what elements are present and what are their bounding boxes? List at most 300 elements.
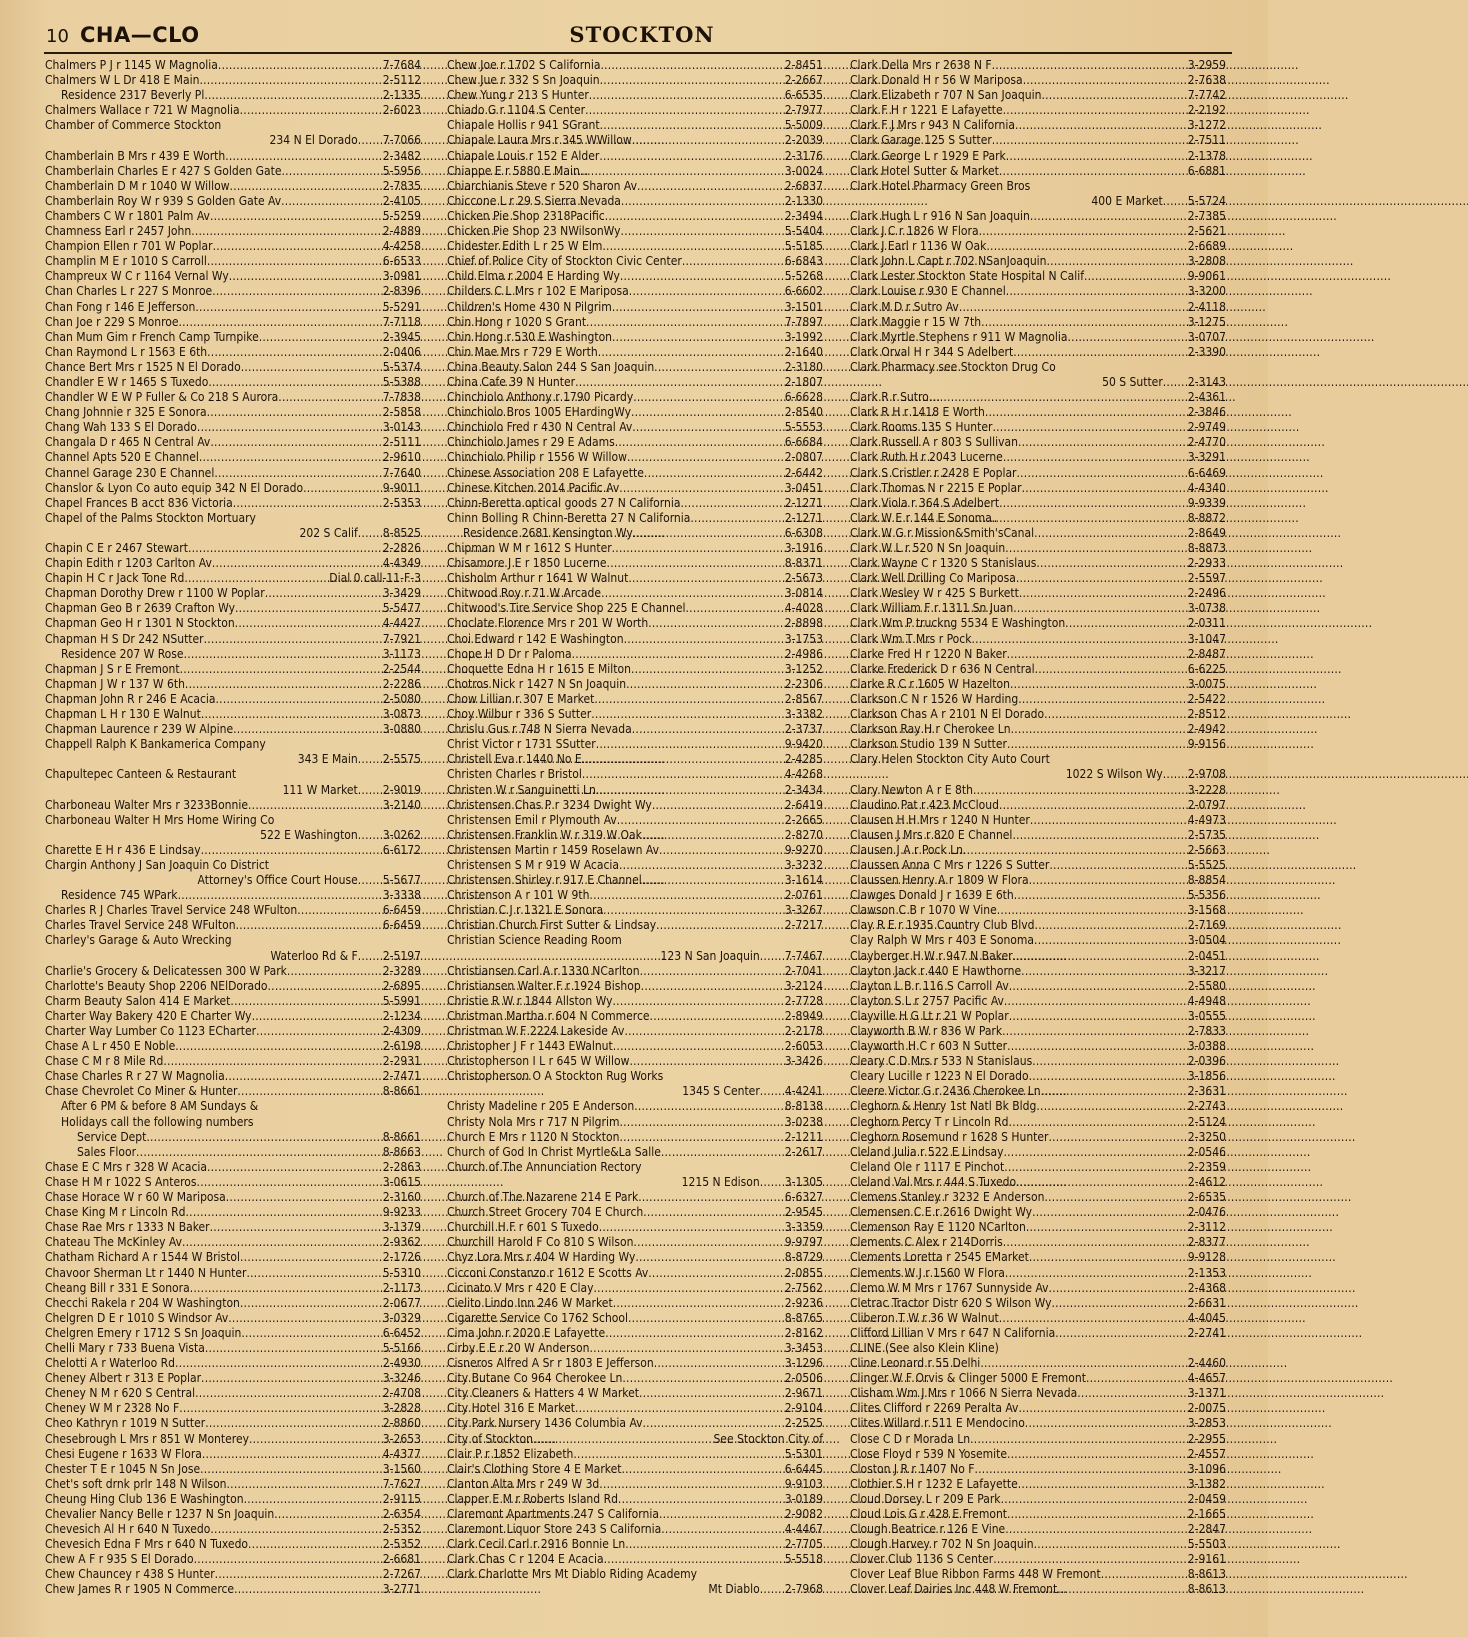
listing-phone: 2-5352: [382, 1537, 421, 1552]
listing-name: Christenson A r 101 W 9th: [447, 888, 590, 903]
listing-phone: 5-5991: [382, 993, 421, 1008]
listing-row: [45, 1281, 421, 1296]
listing-phone: 3-1272: [1187, 118, 1226, 133]
listing-name: Chiapale Louis r 152 E Alder: [447, 148, 600, 163]
listing-name: City Park Nursery 1436 Columbia Av: [447, 1416, 643, 1431]
listing-row: [447, 1235, 823, 1250]
listing-row: [850, 224, 1226, 239]
listing-phone: 3-2808: [1187, 254, 1226, 269]
listing-name: Clements W J r 1560 W Flora: [850, 1265, 1005, 1280]
listing-phone: 9-9420: [784, 737, 823, 752]
listing-phone: 2-1173: [382, 1280, 421, 1295]
listing-phone: 3-3291: [1187, 450, 1226, 465]
listing-name: Christman Martha r 604 N Commerce: [447, 1008, 650, 1023]
listing-phone: 2-3176: [784, 148, 823, 163]
listing-name: Chandler W E W P Fuller & Co 218 S Aurora: [45, 390, 279, 405]
listing-phone: 2-8649: [1187, 525, 1226, 540]
listing-row: [45, 239, 421, 254]
listing-row: [447, 616, 823, 631]
listing-phone: 2-8567: [784, 691, 823, 706]
listing-name: Clemens Stanley r 3232 E Anderson: [850, 1190, 1045, 1205]
listing-row: [850, 783, 1226, 798]
listing-phone: 2-4889: [382, 224, 421, 239]
listing-name: Clark Russell A r 803 S Sullivan: [850, 435, 1018, 450]
listing-row: [45, 1341, 421, 1356]
listing-name: Charlotte's Beauty Shop 2206 NElDorado: [45, 978, 268, 993]
listing-name: Clemenson Ray E 1120 NCarlton: [850, 1220, 1026, 1235]
page-header: [46, 22, 1238, 52]
listing-phone: 2-5580: [1187, 978, 1226, 993]
listing-row: [850, 903, 1226, 918]
listing-phone: 2-8487: [1187, 646, 1226, 661]
listing-phone: 3-3267: [784, 903, 823, 918]
listing-phone: 2-3289: [382, 963, 421, 978]
listing-phone: 2-2039: [784, 133, 823, 148]
listing-name: Clapper E M r Roberts Island Rd: [447, 1491, 618, 1506]
listing-row: [447, 179, 823, 194]
listing-phone: 3-0738: [1187, 601, 1226, 616]
listing-phone: 2-0311: [1187, 616, 1226, 631]
listing-name: Chope H D Dr r Paloma: [447, 646, 572, 661]
listing-row: [447, 1084, 823, 1099]
listing-phone: 5-5525: [1187, 857, 1226, 872]
listing-row: [850, 511, 1226, 526]
listing-name: Chalmers Wallace r 721 W Magnolia: [45, 103, 240, 118]
listing-phone: 2-7267: [382, 1567, 421, 1582]
listing-name: Clark Donald H r 56 W Mariposa: [850, 73, 1023, 88]
listing-name: Residence 207 W Rose: [61, 646, 184, 661]
listing-row: [850, 813, 1226, 828]
listing-row: [850, 1084, 1226, 1099]
listing-name: Cisneros Alfred A Sr r 1803 E Jefferson: [447, 1356, 654, 1371]
listing-row: [45, 994, 421, 1009]
listing-row: [45, 918, 421, 933]
listing-phone: Dial 0 call-11-F-3: [329, 571, 421, 586]
listing-row: [850, 1205, 1226, 1220]
listing-name: Choy Wilbur r 336 S Sutter: [447, 707, 592, 722]
listing-row: [447, 481, 823, 496]
listing-row: [45, 828, 421, 843]
listing-row: [447, 345, 823, 360]
listing-row: [850, 179, 1226, 194]
listing-name: Close Floyd r 539 N Yosemite: [850, 1446, 1007, 1461]
listing-name: Chapman Laurence r 239 W Alpine: [45, 722, 234, 737]
listing-name: Chinchiolo Bros 1005 EHardingWy: [447, 405, 631, 420]
listing-row: [45, 813, 421, 828]
listing-phone: 2-2847: [1187, 1522, 1226, 1537]
listing-phone: 2-9115: [382, 1491, 421, 1506]
listing-row: [45, 1190, 421, 1205]
listing-row: [850, 1190, 1226, 1205]
listing-phone: 3-2959: [1187, 58, 1226, 72]
listing-row: [850, 949, 1226, 964]
listing-name: Christensen Chas P r 3234 Dwight Wy: [447, 797, 652, 812]
listing-phone: 2-7638: [1187, 73, 1226, 88]
listing-phone: 5-5166: [382, 1340, 421, 1355]
listing-phone: 7-7897: [784, 314, 823, 329]
listing-row: [45, 1492, 421, 1507]
listing-row: [447, 1537, 823, 1552]
listing-name: Claremont Liquor Store 243 S California: [447, 1522, 662, 1537]
listing-name: Chapman Dorothy Drew r 1100 W Poplar: [45, 586, 265, 601]
listing-phone: 2-6689: [1187, 239, 1226, 254]
listing-row: [447, 254, 823, 269]
listing-phone: 6-6452: [382, 1325, 421, 1340]
listing-row: [850, 118, 1226, 133]
listing-name: Clark S Cristler r 2428 E Poplar: [850, 465, 1017, 480]
listing-phone: 2-7833: [1187, 1024, 1226, 1038]
listing-row: [45, 798, 421, 813]
listing-phone: 2-7169: [1187, 918, 1226, 933]
listing-row: [850, 1039, 1226, 1054]
listing-phone: 2-0075: [1187, 1401, 1226, 1416]
listing-row: [45, 1477, 421, 1492]
listing-phone: 2-1353: [1187, 1265, 1226, 1280]
listing-row: [447, 1326, 823, 1341]
listing-name: Clark Hotel Sutter & Market: [850, 163, 999, 178]
listing-row: [45, 1069, 421, 1084]
listing-name: Residence 2681 Kensington Wy: [463, 525, 633, 540]
listing-name: Channel Apts 520 E Channel: [45, 450, 199, 465]
listing-phone: 7-7921: [382, 631, 421, 646]
listing-name: Clark Wayne C r 1320 S Stanislaus: [850, 556, 1037, 571]
listing-phone: 5-5724: [1187, 193, 1226, 208]
listing-name: Clark J Earl r 1136 W Oak: [850, 239, 987, 254]
listing-name: Clough Harvey r 702 N Sn Joaquin: [850, 1537, 1034, 1552]
listing-row: [850, 1356, 1226, 1371]
column-3: [850, 58, 1226, 1608]
listing-row: [850, 300, 1226, 315]
listing-row: [850, 737, 1226, 752]
listing-name: Chelotti A r Waterloo Rd: [45, 1356, 176, 1371]
listing-row: [45, 1145, 421, 1160]
listing-row: [45, 1220, 421, 1235]
listing-phone: 5-5291: [382, 299, 421, 314]
listing-phone: 3-0075: [1187, 676, 1226, 691]
listing-name: Chapin C E r 2467 Stewart: [45, 541, 188, 555]
listing-row: [45, 1084, 421, 1099]
listing-name: Clark Lester Stockton State Hospital N Calif: [850, 269, 1084, 284]
listing-phone: 2-1807: [784, 374, 823, 389]
listing-name: Closton J R r 1407 No F: [850, 1461, 975, 1476]
listing-phone: 5-5553: [784, 420, 823, 435]
listing-name: After 6 PM & before 8 AM Sundays &: [61, 1099, 259, 1114]
listing-name: Chase H M r 1022 S Anteros: [45, 1174, 197, 1189]
listing-row: [850, 1115, 1226, 1130]
listing-phone: 3-1173: [382, 646, 421, 661]
listing-name: Clites Willard r 511 E Mendocino: [850, 1416, 1025, 1431]
listing-phone: 2-5080: [382, 691, 421, 706]
listing-phone: 2-4557: [1187, 1446, 1226, 1461]
listing-phone: 7-7118: [382, 314, 421, 329]
listing-phone: 3-2771: [382, 1582, 421, 1597]
listing-phone: 8-8854: [1187, 873, 1226, 888]
listing-name: Clark Pharmacy see Stockton Drug Co: [850, 359, 1056, 374]
listing-phone: 2-1211: [784, 1129, 823, 1144]
listing-phone: 6-6172: [382, 842, 421, 857]
listing-phone: 4-4258: [382, 239, 421, 254]
listing-row: [850, 375, 1226, 390]
listing-name: Christman W F 2224 Lakeside Av: [447, 1024, 625, 1038]
listing-name: Clemo W M Mrs r 1767 Sunnyside Av: [850, 1280, 1049, 1295]
listing-name: Chew Chauncey r 438 S Hunter: [45, 1567, 215, 1582]
listing-name: Chesebrough L Mrs r 851 W Monterey: [45, 1431, 249, 1446]
listing-row: [45, 964, 421, 979]
listing-phone: 2-4368: [1187, 1280, 1226, 1295]
listing-name: Clough Beatrice r 126 E Vine: [850, 1522, 1006, 1537]
listing-row: [447, 1039, 823, 1054]
listing-name: Churchill H F r 601 S Tuxedo: [447, 1220, 599, 1235]
listing-phone: 2-6023: [382, 103, 421, 118]
listing-name: Cletrac Tractor Distr 620 S Wilson Wy: [850, 1295, 1052, 1310]
listing-name: Clark F H r 1221 E Lafayette: [850, 103, 1003, 118]
listing-name: Cleary C D Mrs r 533 N Stanislaus: [850, 1054, 1033, 1069]
listing-phone: 2-2826: [382, 541, 421, 555]
listing-name: Chatham Richard A r 1544 W Bristol: [45, 1250, 241, 1265]
listing-row: [45, 1115, 421, 1130]
listing-row: [45, 632, 421, 647]
listing-phone: 9-9156: [1187, 737, 1226, 752]
listing-phone: 5-5259: [382, 208, 421, 223]
listing-row: [447, 813, 823, 828]
listing-name: Chamberlain D M r 1040 W Willow: [45, 178, 230, 193]
listing-name: Clarke Frederick D r 636 N Central: [850, 661, 1035, 676]
listing-name: Cheney N M r 620 S Central: [45, 1386, 196, 1401]
listing-name: Residence 2317 Beverly Pl: [61, 88, 205, 103]
listing-phone: 2-7041: [784, 963, 823, 978]
listing-row: [447, 435, 823, 450]
listing-name: Clay Ralph W Mrs r 403 E Sonoma: [850, 933, 1035, 948]
listing-row: [447, 1462, 823, 1477]
listing-name: Charley's Garage & Auto Wrecking: [45, 933, 232, 948]
listing-row: [45, 345, 421, 360]
listing-name: Cleere Victor G r 2436 Cherokee Ln: [850, 1084, 1041, 1099]
listing-phone: 2-9671: [784, 1386, 823, 1401]
listing-name: Chance Bert Mrs r 1525 N El Dorado: [45, 359, 241, 374]
listing-row: [447, 1311, 823, 1326]
listing-row: [45, 722, 421, 737]
listing-phone: 6-6445: [784, 1461, 823, 1476]
listing-row: [45, 873, 421, 888]
listing-name: Chapin H C r Jack Tone Rd: [45, 571, 185, 586]
listing-row: [45, 1522, 421, 1537]
listing-phone: 2-7217: [784, 918, 823, 933]
listing-phone: 3-1501: [784, 299, 823, 314]
listing-row: [447, 873, 823, 888]
listing-row: [447, 1266, 823, 1281]
listing-name: Christopherson I L r 645 W Willow: [447, 1054, 630, 1069]
listing-name: Chin Mae Mrs r 729 E Worth: [447, 344, 598, 359]
listing-row: [45, 390, 421, 405]
listing-row: [45, 254, 421, 269]
listing-phone: 6-6602: [784, 284, 823, 299]
listing-name: Christ Victor r 1731 SSutter: [447, 737, 596, 752]
listing-phone: 3-1916: [784, 541, 823, 555]
listing-phone: 2-9019: [382, 782, 421, 797]
listing-name: Claussen Anna C Mrs r 1226 S Sutter: [850, 857, 1050, 872]
listing-phone: 2-2544: [382, 661, 421, 676]
listing-phone: 2-9236: [784, 1295, 823, 1310]
listing-name: Cloud Dorsey L r 209 E Park: [850, 1491, 1001, 1506]
listing-row: [447, 843, 823, 858]
listing-name: City Hotel 316 E Market: [447, 1401, 575, 1416]
listing-phone: 7-7838: [382, 390, 421, 405]
listing-row: [45, 269, 421, 284]
listing-phone: 2-3160: [382, 1190, 421, 1205]
listing-name: Clark R H r 1418 E Worth: [850, 405, 985, 420]
listing-phone: 2-3846: [1187, 405, 1226, 420]
listing-row: [850, 979, 1226, 994]
listing-row: [850, 164, 1226, 179]
listing-phone: 3-1992: [784, 329, 823, 344]
listing-phone: 2-1665: [1187, 1507, 1226, 1521]
listing-name: Christy Madeline r 205 E Anderson: [447, 1099, 635, 1114]
listing-row: [850, 209, 1226, 224]
listing-row: [850, 677, 1226, 692]
listing-phone: 6-6533: [382, 254, 421, 269]
listing-name: Clark John L Capt r 702 NSanJoaquin: [850, 254, 1047, 269]
listing-phone: 2-6419: [784, 797, 823, 812]
listing-name: Chew Yung r 213 S Hunter: [447, 88, 589, 103]
listing-name: Christensen Martin r 1459 Roselawn Av: [447, 842, 659, 857]
listing-row: [45, 496, 421, 511]
listing-phone: 2-2496: [1187, 586, 1226, 601]
listing-phone: 2-4930: [382, 1356, 421, 1371]
listing-row: [447, 1492, 823, 1507]
listing-row: [850, 888, 1226, 903]
listing-row: [45, 1250, 421, 1265]
listing-name: Chiappe E r 5880 E Main: [447, 163, 580, 178]
listing-name: Cicconi Constanzo r 1612 E Scotts Av: [447, 1265, 649, 1280]
listing-phone: 5-5956: [382, 163, 421, 178]
listing-name: Cleary Lucille r 1223 N El Dorado: [850, 1069, 1029, 1084]
listing-row: [850, 1432, 1226, 1447]
listing-row: [45, 435, 421, 450]
listing-row: [45, 466, 421, 481]
listing-phone: 2-9362: [382, 1235, 421, 1250]
listing-name: Charles Travel Service 248 WFulton: [45, 918, 236, 933]
listing-name: Cicinato V Mrs r 420 E Clay: [447, 1280, 594, 1295]
listing-phone: 3-1371: [1187, 1386, 1226, 1401]
listing-row: [447, 1416, 823, 1431]
listing-phone: 5-5388: [382, 374, 421, 389]
listing-phone: 2-5735: [1187, 827, 1226, 842]
listing-phone: 2-5663: [1187, 842, 1226, 857]
listing-phone: 2-1330: [784, 193, 823, 208]
listing-name: Chet's soft drnk prlr 148 N Wilson: [45, 1476, 227, 1491]
listing-name: 1345 S Center: [682, 1084, 760, 1099]
listing-row: [447, 1130, 823, 1145]
listing-phone: 4-4948: [1187, 993, 1226, 1008]
listing-row: [850, 88, 1226, 103]
listing-phone: 7-7742: [1187, 88, 1226, 103]
listing-phone: 2-6895: [382, 978, 421, 993]
listing-row: [447, 118, 823, 133]
listing-row: [45, 1311, 421, 1326]
listing-phone: 8-8729: [784, 1250, 823, 1265]
listing-phone: 2-9161: [1187, 1552, 1226, 1567]
listing-name: Chapel Frances B acct 836 Victoria: [45, 495, 233, 510]
listing-name: Chinchiolo James r 29 E Adams: [447, 435, 615, 450]
listing-name: Chase A L r 450 E Noble: [45, 1039, 176, 1054]
listing-name: Chamber of Commerce Stockton: [45, 118, 222, 133]
listing-row: [850, 964, 1226, 979]
listing-name: Choclate Florence Mrs r 201 W Worth: [447, 616, 649, 631]
listing-name: Chiado G r 1104 S Center: [447, 103, 586, 118]
listing-row: [850, 435, 1226, 450]
listing-name: Clawson C B r 1070 W Vine: [850, 903, 997, 918]
listing-phone: 9-9128: [1187, 1250, 1226, 1265]
listing-name: Clark Maggie r 15 W 7th: [850, 314, 982, 329]
listing-row: [850, 632, 1226, 647]
page-number: 10: [46, 26, 69, 47]
listing-name: Charter Way Bakery 420 E Charter Wy: [45, 1008, 252, 1023]
listing-row: [45, 194, 421, 209]
listing-row: [850, 722, 1226, 737]
listing-phone: 2-9104: [784, 1401, 823, 1416]
listing-phone: 9-9103: [784, 1476, 823, 1491]
listing-name: China Cafe 39 N Hunter: [447, 374, 576, 389]
listing-phone: 2-5422: [1187, 691, 1226, 706]
listing-name: Chang Wah 133 S El Dorado: [45, 420, 197, 435]
listing-phone: 8-8613: [1187, 1582, 1226, 1597]
listing-row: [447, 949, 823, 964]
listing-row: [447, 1220, 823, 1235]
listing-phone: 9-9797: [784, 1235, 823, 1250]
listing-phone: 6-6225: [1187, 661, 1226, 676]
listing-row: [850, 1296, 1226, 1311]
listing-name: Clarkson Chas A r 2101 N El Dorado: [850, 707, 1045, 722]
listing-name: Chinese Kitchen 2014 Pacific Av: [447, 480, 620, 495]
listing-name: Chan Raymond L r 1563 E 6th: [45, 344, 208, 359]
listing-name: Chase King M r Lincoln Rd: [45, 1205, 186, 1220]
listing-row: [45, 949, 421, 964]
listing-row: [850, 798, 1226, 813]
listing-name: Claremont Apartments 247 S California: [447, 1507, 659, 1521]
listing-row: [45, 284, 421, 299]
listing-phone: 2-5353: [382, 495, 421, 510]
listing-row: [45, 133, 421, 148]
listing-row: [45, 858, 421, 873]
listing-row: [447, 828, 823, 843]
listing-name: Cielito Lindo Inn 246 W Market: [447, 1295, 613, 1310]
listing-name: Chidester Edith L r 25 W Elm: [447, 239, 603, 254]
listing-name: Chateau The McKinley Av: [45, 1235, 182, 1250]
listing-name: Claussen Henry A r 1809 W Flora: [850, 873, 1029, 888]
listing-phone: 3-0329: [382, 1310, 421, 1325]
listing-name: Chase C M r 8 Mile Rd: [45, 1054, 164, 1069]
listing-name: Chew Jue r 332 S Sn Joaquin: [447, 73, 600, 88]
listing-phone: 2-0807: [784, 450, 823, 465]
listing-row: [447, 1069, 823, 1084]
listing-name: Clayville H G Lt r 21 W Poplar: [850, 1008, 1009, 1023]
listing-name: Mt Diablo: [708, 1582, 760, 1597]
listing-row: [850, 1447, 1226, 1462]
listing-name: Clayton S L r 2757 Pacific Av: [850, 993, 1004, 1008]
listing-phone: 2-4460: [1187, 1356, 1226, 1371]
listing-row: [45, 767, 421, 782]
listing-row: [447, 888, 823, 903]
listing-phone: 4-4241: [784, 1084, 823, 1099]
listing-row: [45, 707, 421, 722]
listing-name: 111 W Market: [282, 782, 358, 797]
listing-phone: 2-6837: [784, 178, 823, 193]
listing-name: Christy Nola Mrs r 717 N Pilgrim: [447, 1114, 620, 1129]
listing-row: [850, 58, 1226, 73]
listing-row: [850, 1220, 1226, 1235]
listing-row: [45, 179, 421, 194]
listing-phone: 3-0707: [1187, 329, 1226, 344]
